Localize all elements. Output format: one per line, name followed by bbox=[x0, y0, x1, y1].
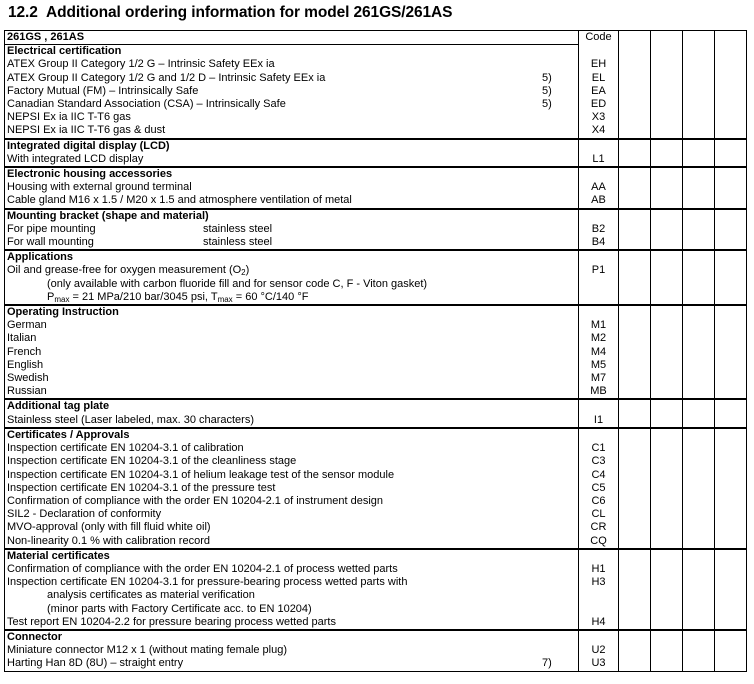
section-header bbox=[5, 630, 747, 644]
row-code: U2 bbox=[579, 644, 619, 657]
section-header bbox=[5, 139, 747, 153]
row-text: Italian bbox=[7, 332, 37, 345]
row-code: ED bbox=[579, 98, 619, 111]
row-code: M4 bbox=[579, 346, 619, 359]
row-text: Harting Han 8D (8U) – straight entry bbox=[7, 657, 184, 670]
pressure-temp-limits: $P_{max} = 21$ MPa/210 bar/3045 psi, $T_{max} = 60$ °C/140 °F bbox=[47, 290, 309, 304]
row-text: Stainless steel (Laser labeled, max. 30 characters) bbox=[7, 413, 255, 426]
row-text: Inspection certificate EN 10204-3.1 of the pressure test bbox=[7, 481, 276, 494]
table-row bbox=[5, 563, 747, 576]
row-text: (minor parts with Factory Certificate acc. to EN 10204) bbox=[47, 602, 312, 615]
row-text: Test report EN 10204-2.2 for pressure bearing process wetted parts bbox=[7, 615, 336, 628]
table-row bbox=[5, 644, 747, 657]
material-text: stainless steel bbox=[203, 236, 273, 249]
row-text: For wall mounting bbox=[7, 236, 94, 249]
row-text: Confirmation of compliance with the order EN 10204-2.1 of process wetted parts bbox=[7, 562, 398, 575]
table-row bbox=[5, 98, 747, 111]
row-code: M5 bbox=[579, 359, 619, 372]
row-code: C6 bbox=[579, 495, 619, 508]
row-text: Cable gland M16 x 1.5 / M20 x 1.5 and atmosphere ventilation of metal bbox=[7, 194, 352, 207]
lcd-title: Integrated digital display (LCD) bbox=[5, 139, 579, 153]
table-row bbox=[5, 291, 747, 305]
section-header bbox=[5, 305, 747, 319]
table-row bbox=[5, 111, 747, 124]
table-row bbox=[5, 181, 747, 194]
row-code: B4 bbox=[579, 236, 619, 250]
row-text: Inspection certificate EN 10204-3.1 of the cleanliness stage bbox=[7, 455, 297, 468]
table-row bbox=[5, 616, 747, 630]
row-code: EL bbox=[579, 72, 619, 85]
row-text: SIL2 - Declaration of conformity bbox=[7, 508, 162, 521]
row-text: Miniature connector M12 x 1 (without mating female plug) bbox=[7, 644, 288, 657]
row-code: P1 bbox=[579, 264, 619, 277]
table-row bbox=[5, 535, 747, 549]
table-row bbox=[5, 508, 747, 521]
table-row bbox=[5, 482, 747, 495]
row-text: Inspection certificate EN 10204-3.1 for pressure-bearing process wetted parts with bbox=[7, 576, 408, 589]
row-text: Housing with external ground terminal bbox=[7, 181, 192, 194]
row-text: Swedish bbox=[7, 372, 49, 385]
table-row bbox=[5, 414, 747, 428]
section-header bbox=[5, 209, 747, 223]
row-text: Inspection certificate EN 10204-3.1 of helium leakage test of the sensor module bbox=[7, 468, 395, 481]
table-row bbox=[5, 372, 747, 385]
electrical-title: Electrical certification bbox=[5, 45, 579, 59]
row-code: U3 bbox=[579, 657, 619, 671]
row-code: EH bbox=[579, 58, 619, 71]
footnote-ref: 5) bbox=[542, 84, 552, 97]
row-code: X3 bbox=[579, 111, 619, 124]
table-row bbox=[5, 657, 747, 671]
table-row bbox=[5, 319, 747, 332]
row-code: H3 bbox=[579, 576, 619, 589]
row-text: For pipe mounting bbox=[7, 222, 96, 235]
row-code: M1 bbox=[579, 319, 619, 332]
row-code: X4 bbox=[579, 124, 619, 138]
row-text: NEPSI Ex ia IIC T-T6 gas bbox=[7, 111, 131, 124]
row-text: Non-linearity 0.1 % with calibration record bbox=[7, 534, 210, 547]
mounting-title: Mounting bracket (shape and material) bbox=[5, 209, 579, 223]
table-header-row bbox=[5, 31, 747, 45]
row-text: analysis certificates as material verification bbox=[47, 589, 255, 602]
row-code: M2 bbox=[579, 332, 619, 345]
applications-title: Applications bbox=[5, 250, 579, 264]
material-text: stainless steel bbox=[203, 222, 273, 235]
table-row bbox=[5, 264, 747, 277]
table-row bbox=[5, 236, 747, 250]
section-title bbox=[8, 4, 452, 22]
section-header bbox=[5, 399, 747, 413]
row-text: MVO-approval (only with fill fluid white oil) bbox=[7, 521, 211, 534]
code-header: Code bbox=[579, 31, 619, 45]
ordering-table bbox=[4, 30, 747, 672]
tag-title: Additional tag plate bbox=[5, 399, 579, 413]
table-row bbox=[5, 85, 747, 98]
row-text: Oil and grease-free for oxygen measurement $(O_2)$ bbox=[7, 264, 250, 278]
table-row bbox=[5, 589, 747, 602]
row-code: CL bbox=[579, 508, 619, 521]
table-row bbox=[5, 194, 747, 208]
row-text: German bbox=[7, 319, 47, 332]
certificates-title: Certificates / Approvals bbox=[5, 428, 579, 442]
table-row bbox=[5, 72, 747, 85]
table-row bbox=[5, 576, 747, 589]
row-text: NEPSI Ex ia IIC T-T6 gas & dust bbox=[7, 124, 166, 137]
material-title: Material certificates bbox=[5, 549, 579, 563]
row-code: AB bbox=[579, 194, 619, 208]
row-code: EA bbox=[579, 85, 619, 98]
section-header bbox=[5, 167, 747, 181]
table-row bbox=[5, 153, 747, 167]
table-row bbox=[5, 455, 747, 468]
row-text: ATEX Group II Category 1/2 G and 1/2 D – Intrinsic Safety EEx ia bbox=[7, 71, 326, 84]
section-header bbox=[5, 45, 747, 59]
row-code: I1 bbox=[579, 414, 619, 428]
row-text: Inspection certificate EN 10204-3.1 of calibration bbox=[7, 442, 244, 455]
row-code: C4 bbox=[579, 469, 619, 482]
section-header bbox=[5, 428, 747, 442]
row-code: L1 bbox=[579, 153, 619, 167]
table-row bbox=[5, 442, 747, 455]
model-header: 261GS , 261AS bbox=[5, 31, 579, 45]
row-text: Russian bbox=[7, 385, 47, 398]
section-header bbox=[5, 250, 747, 264]
row-text: With integrated LCD display bbox=[7, 152, 144, 165]
row-text: English bbox=[7, 358, 44, 371]
table-row bbox=[5, 495, 747, 508]
table-row bbox=[5, 346, 747, 359]
row-text: Canadian Standard Association (CSA) – Intrinsically Safe bbox=[7, 98, 286, 111]
table-row bbox=[5, 124, 747, 138]
section-header bbox=[5, 549, 747, 563]
row-code: MB bbox=[579, 385, 619, 399]
row-code: CR bbox=[579, 521, 619, 534]
row-text: (only available with carbon fluoride fill and for sensor code C, F - Viton gasket) bbox=[47, 277, 428, 290]
section-title-text: Additional ordering information for model 261GS/261AS bbox=[46, 4, 453, 21]
row-code: C3 bbox=[579, 455, 619, 468]
row-code: C1 bbox=[579, 442, 619, 455]
row-text: Factory Mutual (FM) – Intrinsically Safe bbox=[7, 84, 199, 97]
table-row bbox=[5, 359, 747, 372]
section-number: 12.2 bbox=[8, 4, 38, 21]
row-text: Confirmation of compliance with the order EN 10204-2.1 of instrument design bbox=[7, 494, 384, 507]
row-code: CQ bbox=[579, 535, 619, 549]
footnote-ref: 5) bbox=[542, 71, 552, 84]
table-row bbox=[5, 223, 747, 236]
row-code: C5 bbox=[579, 482, 619, 495]
connector-title: Connector bbox=[5, 630, 579, 644]
footnote-ref: 5) bbox=[542, 98, 552, 111]
operating-title: Operating Instruction bbox=[5, 305, 579, 319]
row-code: AA bbox=[579, 181, 619, 194]
housing-title: Electronic housing accessories bbox=[5, 167, 579, 181]
table-row bbox=[5, 385, 747, 399]
table-row bbox=[5, 469, 747, 482]
table-row bbox=[5, 521, 747, 534]
row-code: H4 bbox=[579, 616, 619, 630]
row-code: M7 bbox=[579, 372, 619, 385]
row-code: B2 bbox=[579, 223, 619, 236]
table-row bbox=[5, 332, 747, 345]
row-text: French bbox=[7, 345, 42, 358]
row-code: H1 bbox=[579, 563, 619, 576]
footnote-ref: 7) bbox=[542, 657, 552, 670]
table-row bbox=[5, 278, 747, 291]
table-row bbox=[5, 58, 747, 71]
row-text: ATEX Group II Category 1/2 G – Intrinsic Safety EEx ia bbox=[7, 58, 275, 71]
table-row bbox=[5, 603, 747, 616]
